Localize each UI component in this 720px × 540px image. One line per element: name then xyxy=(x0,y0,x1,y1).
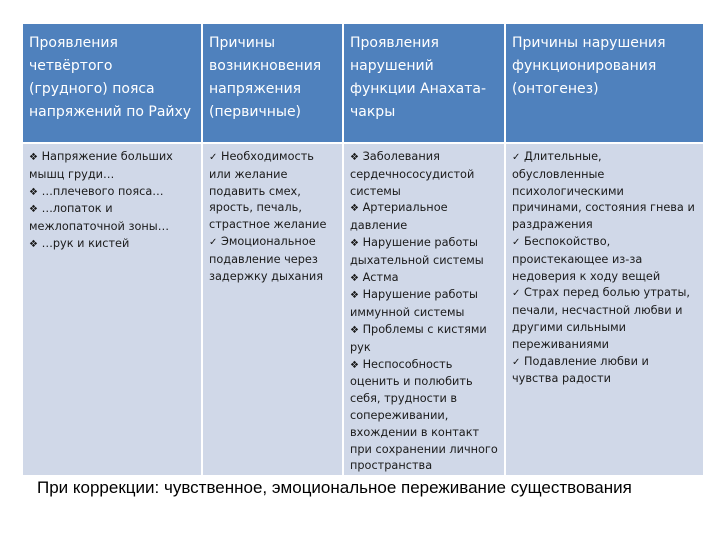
list-item-text: Нарушение работы дыхательной системы xyxy=(350,235,484,267)
list-item-text: Нарушение работы иммунной системы xyxy=(350,288,478,320)
list-item-text: Напряжение больших мышц груди… xyxy=(29,150,173,181)
list-item-text: …плечевого пояса… xyxy=(41,184,164,198)
body-cell-col-3 xyxy=(343,143,505,476)
list-item xyxy=(512,234,697,285)
check-bullet-icon: ✓ xyxy=(512,152,521,163)
list-item-text: Беспокойство, проистекающее из-за недоверия к ходу вещей xyxy=(512,234,661,283)
list-item xyxy=(29,184,195,202)
list-item xyxy=(350,357,498,476)
list-item xyxy=(350,287,498,322)
list-item xyxy=(350,149,498,200)
correction-text: : чувственное, эмоциональное переживание существования xyxy=(154,478,632,497)
list-item xyxy=(512,285,697,353)
check-bullet-icon: ✓ xyxy=(209,152,218,163)
list-item-text: Астма xyxy=(362,270,399,284)
diamond-bullet-icon: ❖ xyxy=(350,203,359,215)
list-item-text: …рук и кистей xyxy=(41,236,130,250)
list-item xyxy=(350,200,498,235)
diamond-bullet-icon: ❖ xyxy=(29,152,38,163)
check-bullet-icon: ✓ xyxy=(512,356,521,368)
list-item-text: …лопаток и межлопаточной зоны… xyxy=(29,202,170,234)
list-item xyxy=(350,322,498,357)
list-item-text: Необходимость или желание подавить смех, ярость, печаль, страстное желание xyxy=(209,150,327,232)
correction-note xyxy=(37,478,632,498)
correction-label: При коррекции xyxy=(37,478,155,497)
diamond-bullet-icon: ❖ xyxy=(350,237,359,249)
list-item-text: Подавление любви и чувства радости xyxy=(512,354,649,386)
list-item xyxy=(209,149,336,234)
diamond-bullet-icon: ❖ xyxy=(29,186,38,198)
list-item xyxy=(350,270,498,288)
diamond-bullet-icon: ❖ xyxy=(350,324,359,336)
header-cell-anahata-manifestations: Проявления нарушений функции Анахата-чакры xyxy=(343,24,505,143)
header-row xyxy=(23,24,703,143)
list-item-text: Проблемы с кистями рук xyxy=(350,322,487,354)
list-item-text: Эмоциональное подавление через задержку дыхания xyxy=(209,234,324,283)
list-item-text: Заболевания сердечнососудистой системы xyxy=(350,150,475,198)
list-item xyxy=(350,235,498,270)
diamond-bullet-icon: ❖ xyxy=(350,272,359,284)
list-item xyxy=(29,149,195,184)
info-table xyxy=(23,24,703,477)
check-bullet-icon: ✓ xyxy=(512,288,521,300)
list-item-text: Артериальное давление xyxy=(350,201,448,233)
header-cell-primary-causes: Причины возникновения напряжения (первичные) xyxy=(202,24,343,143)
list-item xyxy=(512,354,697,389)
list-item xyxy=(209,234,336,285)
list-item xyxy=(29,201,195,236)
body-cell-col-1 xyxy=(23,143,202,476)
body-cell-col-4 xyxy=(505,143,703,476)
header-cell-ontogenesis-causes: Причины нарушения функционирования (онтогенез) xyxy=(505,24,703,143)
list-item-text: Длительные, обусловленные психологическими причинами, состояния гнева и раздражения xyxy=(512,150,695,232)
list-item xyxy=(512,149,697,234)
header-cell-rayh-manifestations: Проявления четвёртого (грудного) пояса напряжений по Райху xyxy=(23,24,202,143)
list-item xyxy=(29,236,195,254)
list-item-text: Страх перед болью утраты, печали, несчастной любви и другими сильными переживаниями xyxy=(512,286,690,351)
check-bullet-icon: ✓ xyxy=(512,236,521,248)
body-row xyxy=(23,143,703,476)
diamond-bullet-icon: ❖ xyxy=(350,290,359,302)
diamond-bullet-icon: ❖ xyxy=(29,238,38,250)
body-cell-col-2 xyxy=(202,143,343,476)
diamond-bullet-icon: ❖ xyxy=(350,152,359,163)
check-bullet-icon: ✓ xyxy=(209,236,218,248)
diamond-bullet-icon: ❖ xyxy=(350,359,359,371)
diamond-bullet-icon: ❖ xyxy=(29,204,38,216)
list-item-text: Неспособность оценить и полюбить себя, трудности в сопереживании, вхождении в контакт при сохранении личного пространства xyxy=(350,357,498,473)
